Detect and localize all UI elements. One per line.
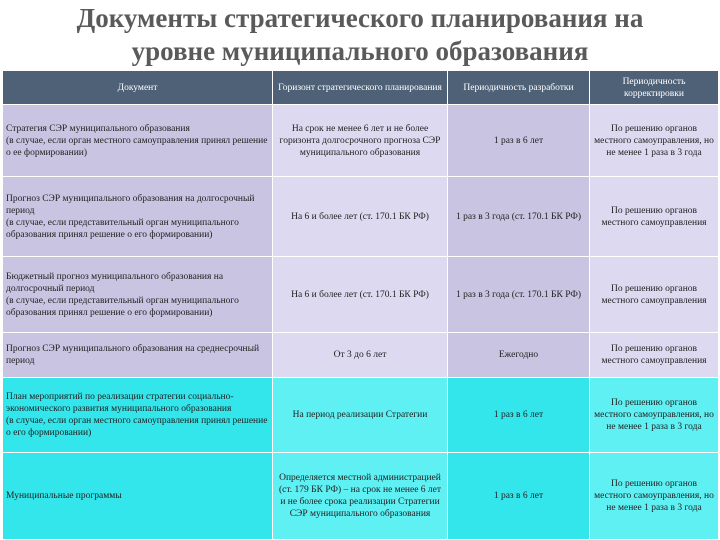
table-row [3,257,719,333]
document-name: Стратегия СЭР муниципального образования [6,123,190,134]
cell-horizon: На 6 и более лет (ст. 170.1 БК РФ) [273,257,448,333]
table-row [3,378,719,453]
document-note: (в случае, если орган местного самоуправления принял решение о его формировании) [6,416,268,438]
page-title [0,2,720,68]
header-development-period: Периодичность разработки [448,71,590,105]
cell-document [3,177,273,257]
cell-correction-period: По решению органов местного самоуправления [590,257,719,333]
cell-development-period: 1 раз в 6 лет [448,105,590,177]
cell-document [3,378,273,453]
table-row [3,333,719,378]
cell-correction-period: По решению органов местного самоуправления [590,333,719,378]
cell-correction-period: По решению органов местного самоуправления [590,177,719,257]
cell-development-period: Ежегодно [448,333,590,378]
cell-development-period: 1 раз в 6 лет [448,378,590,453]
cell-correction-period: По решению органов местного самоуправления, но не менее 1 раза в 3 года [590,453,719,540]
cell-development-period: 1 раз в 3 года (ст. 170.1 БК РФ) [448,177,590,257]
header-correction-period: Периодичность корректировки [590,71,719,105]
cell-correction-period: По решению органов местного самоуправления, но не менее 1 раза в 3 года [590,105,719,177]
document-name: Муниципальные программы [6,491,122,501]
title-line-2: уровне муниципального образования [131,36,589,66]
header-horizon: Горизонт стратегического планирования [273,71,448,105]
table-row [3,177,719,257]
document-name: План мероприятий по реализации стратегии социально-экономического развития муниципального образования [6,392,234,414]
title-line-1: Документы стратегического планирования на [76,3,644,33]
cell-development-period: 1 раз в 3 года (ст. 170.1 БК РФ) [448,257,590,333]
table-header-row [3,71,719,105]
table-row [3,453,719,540]
cell-development-period: 1 раз в 6 лет [448,453,590,540]
document-note: (в случае, если представительный орган муниципального образования принял решение о его формировании) [6,295,239,318]
cell-horizon: От 3 до 6 лет [273,333,448,378]
table-row [3,105,719,177]
cell-horizon: На срок не менее 6 лет и не более горизонта долгосрочного прогноза СЭР муниципального образования [273,105,448,177]
document-name: Бюджетный прогноз муниципального образования на долгосрочный период [6,271,224,294]
cell-document [3,257,273,333]
cell-document [3,105,273,177]
cell-document [3,453,273,540]
cell-horizon: На период реализации Стратегии [273,378,448,453]
planning-documents-table [2,70,719,540]
header-document: Документ [3,71,273,105]
cell-horizon: Определяется местной администрацией (ст. 179 БК РФ) – на срок не менее 6 лет и не более срока реализации Стратегии СЭР муниципального образования [273,453,448,540]
document-note: (в случае, если орган местного самоуправления принял решение о ее формировании) [6,135,268,158]
cell-horizon: На 6 и более лет (ст. 170.1 БК РФ) [273,177,448,257]
cell-correction-period: По решению органов местного самоуправления, но не менее 1 раза в 3 года [590,378,719,453]
document-name: Прогноз СЭР муниципального образования на среднесрочный период [6,344,260,366]
document-note: (в случае, если представительный орган муниципального образования принял решение о его формировании) [6,217,239,240]
document-name: Прогноз СЭР муниципального образования на долгосрочный период [6,193,255,216]
cell-document [3,333,273,378]
